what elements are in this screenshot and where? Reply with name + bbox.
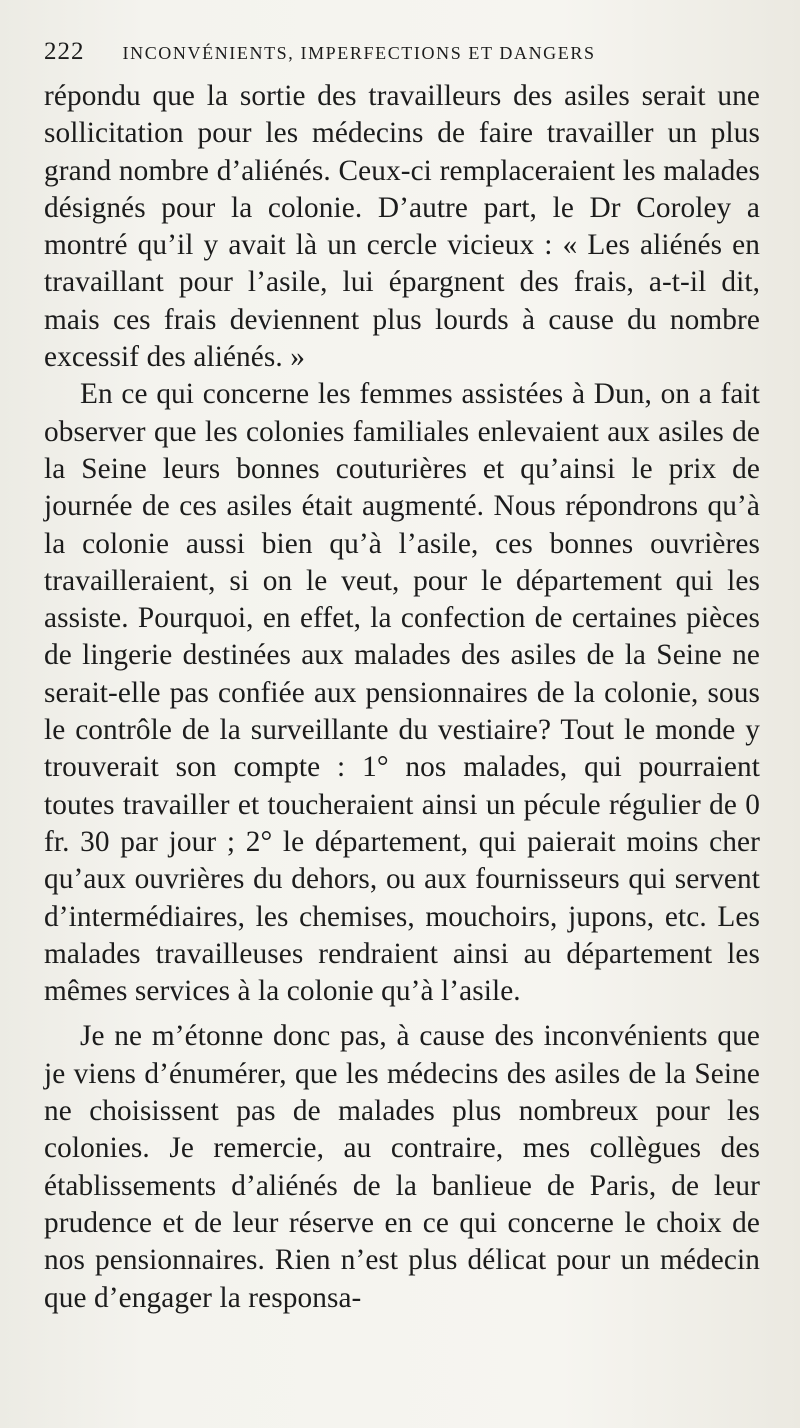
running-title: INCONVÉNIENTS, IMPERFECTIONS ET DANGERS (122, 43, 596, 63)
body-text (44, 78, 760, 1317)
running-head (44, 38, 760, 78)
paragraph-3: Je ne m’étonne donc pas, à cause des inconvénients que je viens d’énumérer, que les médecins des asiles de la Seine ne choisissent pas de malades plus nombreux pour les colonies. Je remercie, au contraire, mes collègues des établissements d’aliénés de la banlieue de Paris, de leur prudence et de leur réserve en ce qui concerne le choix de nos pensionnaires. Rien n’est plus délicat pour un médecin que d’engager la responsa- (44, 1020, 760, 1314)
paragraph-2: En ce qui concerne les femmes assistées à Dun, on a fait observer que les colonies familiales enlevaient aux asiles de la Seine leurs bonnes couturières et qu’ainsi le prix de journée de ces asiles était augmenté. Nous répondrons qu’à la colonie aussi bien qu’à l’asile, ces bonnes ouvrières travailleraient, si on le veut, pour le département qui les assiste. Pourquoi, en effet, la confection de certaines pièces de lingerie destinées aux malades des asiles de la Seine ne serait-elle pas confiée aux pensionnaires de la colonie, sous le contrôle de la surveillante du vestiaire? Tout le monde y trouverait son compte : 1° nos malades, qui pourraient toutes travailler et toucheraient ainsi un pécule régulier de 0 fr. 30 par jour ; 2° le département, qui paierait moins cher qu’aux ouvrières du dehors, ou aux fournisseurs qui servent d’intermédiaires, les chemises, mouchoirs, jupons, etc. Les malades travailleuses rendraient ainsi au département les mêmes services à la colonie qu’à l’asile. (44, 378, 760, 1008)
paragraph-1: répondu que la sortie des travailleurs des asiles serait une sollicitation pour les médecins de faire travailler un plus grand nombre d’aliénés. Ceux-ci remplaceraient les malades désignés pour la colonie. D’autre part, le Dr Coroley a montré qu’il y avait là un cercle vicieux : « Les aliénés en travaillant pour l’asile, lui épargnent des frais, a-t-il dit, mais ces frais deviennent plus lourds à cause du nombre excessif des aliénés. » (44, 80, 760, 374)
page-number: 222 (44, 38, 85, 65)
